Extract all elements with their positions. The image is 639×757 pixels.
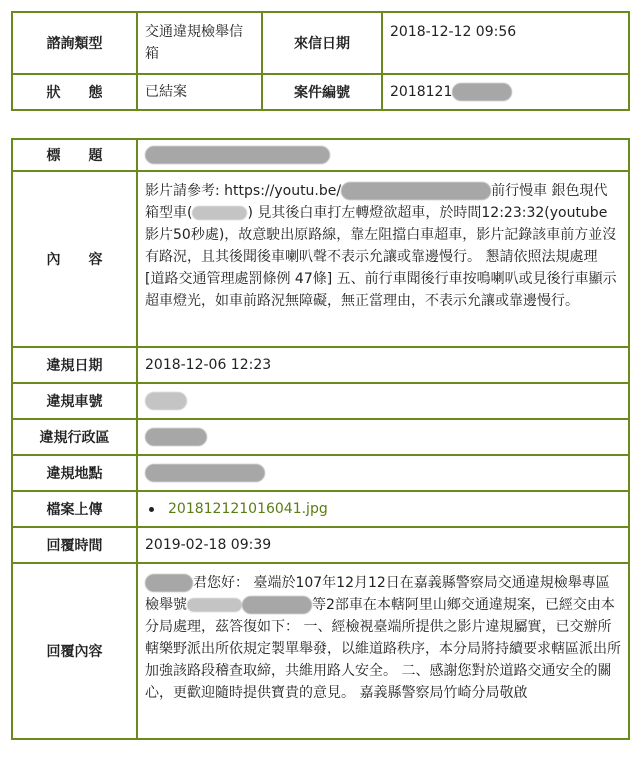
redacted-plate-inline	[192, 206, 247, 220]
reply-time-value: 2019-02-18 09:39	[137, 527, 629, 563]
reply-text-2: 等2部車在本轄阿里山鄉交通違規案，已經交由本分局處理，茲答復如下： 一、經檢視臺端所提供之影片違規屬實，已交辦所轄樂野派出所依規定製單舉發，以維道路秩序，本分局將持續要求轄區派出所加強該路段稽查取締，共維用路人安全。 二、感謝您對於道路交通安全的關心，更歡迎隨時提供寶貴的意見。 嘉義縣警察局竹崎分局敬啟	[145, 597, 621, 701]
title-label: 標 題	[12, 139, 137, 171]
district-label: 違規行政區	[12, 419, 137, 455]
violation-date-value: 2018-12-06 12:23	[137, 347, 629, 383]
redacted-district	[145, 428, 207, 446]
reply-text-1: 君您好： 臺端於107年12月12日在嘉義縣警察局交通違規檢舉專區檢舉號	[145, 575, 610, 613]
reply-label: 回覆內容	[12, 563, 137, 739]
category-label: 諮詢類型	[12, 12, 137, 74]
redacted-video-id	[341, 182, 491, 200]
location-label: 違規地點	[12, 455, 137, 491]
upload-label: 檔案上傳	[12, 491, 137, 527]
case-detail-table	[11, 138, 630, 740]
plate-value	[137, 383, 629, 419]
redacted-name	[145, 574, 193, 592]
case-number-value	[382, 74, 629, 110]
redacted-plate-2	[242, 596, 312, 614]
redacted-location	[145, 464, 265, 482]
category-value: 交通違規檢舉信箱	[137, 12, 262, 74]
redacted-report-number	[187, 598, 242, 612]
title-value	[137, 139, 629, 171]
redacted-case-number	[452, 83, 512, 101]
content-text-3: ) 見其後白車打左轉燈欲超車，於時間12:23:32(youtube影片50秒處)，故意駛出原路線，靠左阻擋白車超車，影片記錄該車前方並沒有路況，且其後聞後車喇叭聲不表示允讓或靠邊慢行。 懇請依照法規處理 [道路交通管理處罰條例 47條] 五、前行車聞後行車按鳴喇叭或見後行車顯示超車燈光，如車前路況無障礙，無正當理由，不表示允讓或靠邊慢行。	[145, 205, 617, 309]
content-text-2: 前行慢車 銀色現代箱型車(	[145, 183, 608, 221]
case-summary-table	[11, 11, 630, 111]
list-bullet	[149, 507, 154, 512]
case-number-label: 案件編號	[262, 74, 382, 110]
redacted-title	[145, 146, 330, 164]
redacted-plate	[145, 392, 187, 410]
content-text-1: 影片請參考: https://youtu.be/	[145, 183, 342, 199]
content-value	[137, 171, 629, 347]
location-value	[137, 455, 629, 491]
plate-label: 違規車號	[12, 383, 137, 419]
violation-date-label: 違規日期	[12, 347, 137, 383]
status-label: 狀 態	[12, 74, 137, 110]
date-label: 來信日期	[262, 12, 382, 74]
content-label: 內 容	[12, 171, 137, 347]
upload-value	[137, 491, 629, 527]
reply-time-label: 回覆時間	[12, 527, 137, 563]
uploaded-file-link[interactable]: 201812121016041.jpg	[168, 501, 328, 517]
reply-value	[137, 563, 629, 739]
district-value	[137, 419, 629, 455]
date-value: 2018-12-12 09:56	[382, 12, 629, 74]
status-value: 已結案	[137, 74, 262, 110]
case-number-prefix: 2018121	[390, 84, 453, 100]
